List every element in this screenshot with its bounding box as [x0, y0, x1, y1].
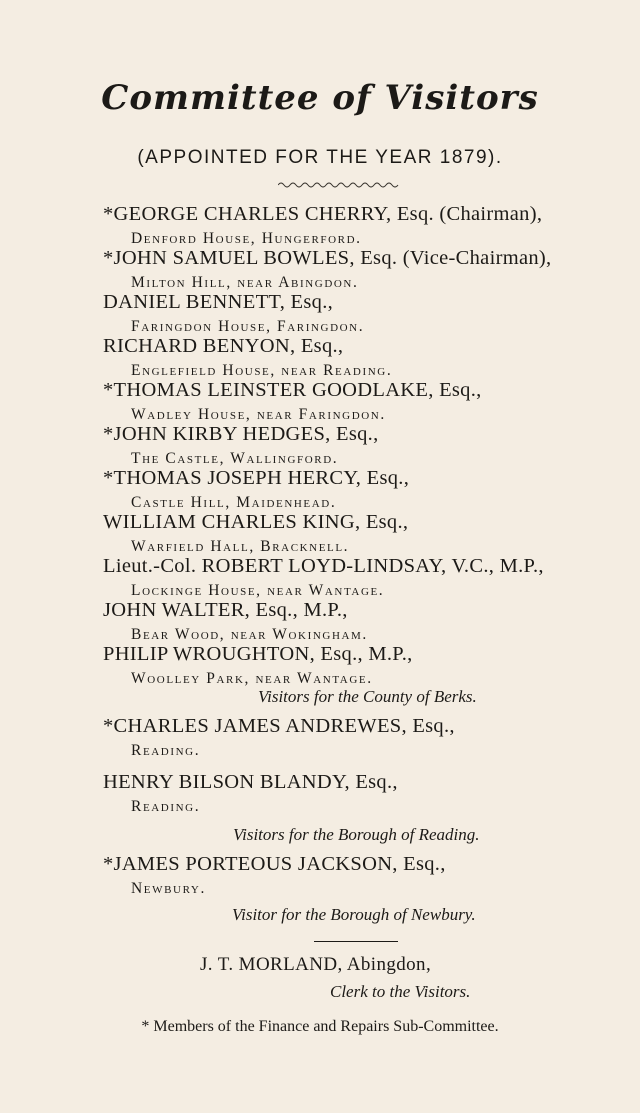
- member-name: RICHARD BENYON, Esq.,: [103, 335, 344, 357]
- member-address: Faringdon House, Faringdon.: [131, 318, 365, 335]
- member-address: Castle Hill, Maidenhead.: [131, 494, 337, 511]
- footnote: * Members of the Finance and Repairs Sub-Committee.: [141, 1018, 499, 1035]
- reading-heading: Visitors for the Borough of Reading.: [233, 825, 480, 844]
- page-subtitle: (APPOINTED FOR THE YEAR 1879).: [137, 147, 503, 168]
- member-name: *GEORGE CHARLES CHERRY, Esq. (Chairman),: [103, 203, 543, 225]
- member-address: Lockinge House, near Wantage.: [131, 582, 385, 599]
- member-address: Englefield House, near Reading.: [131, 362, 393, 379]
- member-address: Reading.: [131, 742, 201, 759]
- clerk-name: J. T. MORLAND, Abingdon,: [200, 954, 432, 975]
- member-name: DANIEL BENNETT, Esq.,: [103, 291, 334, 313]
- member-address: Denford House, Hungerford.: [131, 230, 362, 247]
- member-name: PHILIP WROUGHTON, Esq., M.P.,: [103, 643, 413, 665]
- member-name: *JOHN KIRBY HEDGES, Esq.,: [103, 423, 379, 445]
- member-address: Reading.: [131, 798, 201, 815]
- member-address: Newbury.: [131, 880, 206, 897]
- member-name: JOHN WALTER, Esq., M.P.,: [103, 599, 348, 621]
- wavy-divider: [278, 180, 400, 190]
- member-address: The Castle, Wallingford.: [131, 450, 339, 467]
- page-title: Committee of Visitors: [101, 78, 539, 118]
- county-heading: Visitors for the County of Berks.: [258, 687, 477, 706]
- member-address: Wadley House, near Faringdon.: [131, 406, 386, 423]
- member-address: Warfield Hall, Bracknell.: [131, 538, 350, 555]
- newbury-heading: Visitor for the Borough of Newbury.: [232, 905, 476, 924]
- member-name: *CHARLES JAMES ANDREWES, Esq.,: [103, 715, 455, 737]
- member-address: Bear Wood, near Wokingham.: [131, 626, 368, 643]
- clerk-role: Clerk to the Visitors.: [330, 982, 471, 1001]
- member-name: *JOHN SAMUEL BOWLES, Esq. (Vice-Chairman),: [103, 247, 552, 269]
- member-name: HENRY BILSON BLANDY, Esq.,: [103, 771, 398, 793]
- member-address: Woolley Park, near Wantage.: [131, 670, 373, 687]
- member-address: Milton Hill, near Abingdon.: [131, 274, 359, 291]
- separator-rule: [314, 941, 398, 942]
- member-name: *THOMAS LEINSTER GOODLAKE, Esq.,: [103, 379, 482, 401]
- member-name: *JAMES PORTEOUS JACKSON, Esq.,: [103, 853, 446, 875]
- member-name: *THOMAS JOSEPH HERCY, Esq.,: [103, 467, 410, 489]
- member-name: Lieut.-Col. ROBERT LOYD-LINDSAY, V.C., M.P.,: [103, 555, 544, 577]
- member-name: WILLIAM CHARLES KING, Esq.,: [103, 511, 409, 533]
